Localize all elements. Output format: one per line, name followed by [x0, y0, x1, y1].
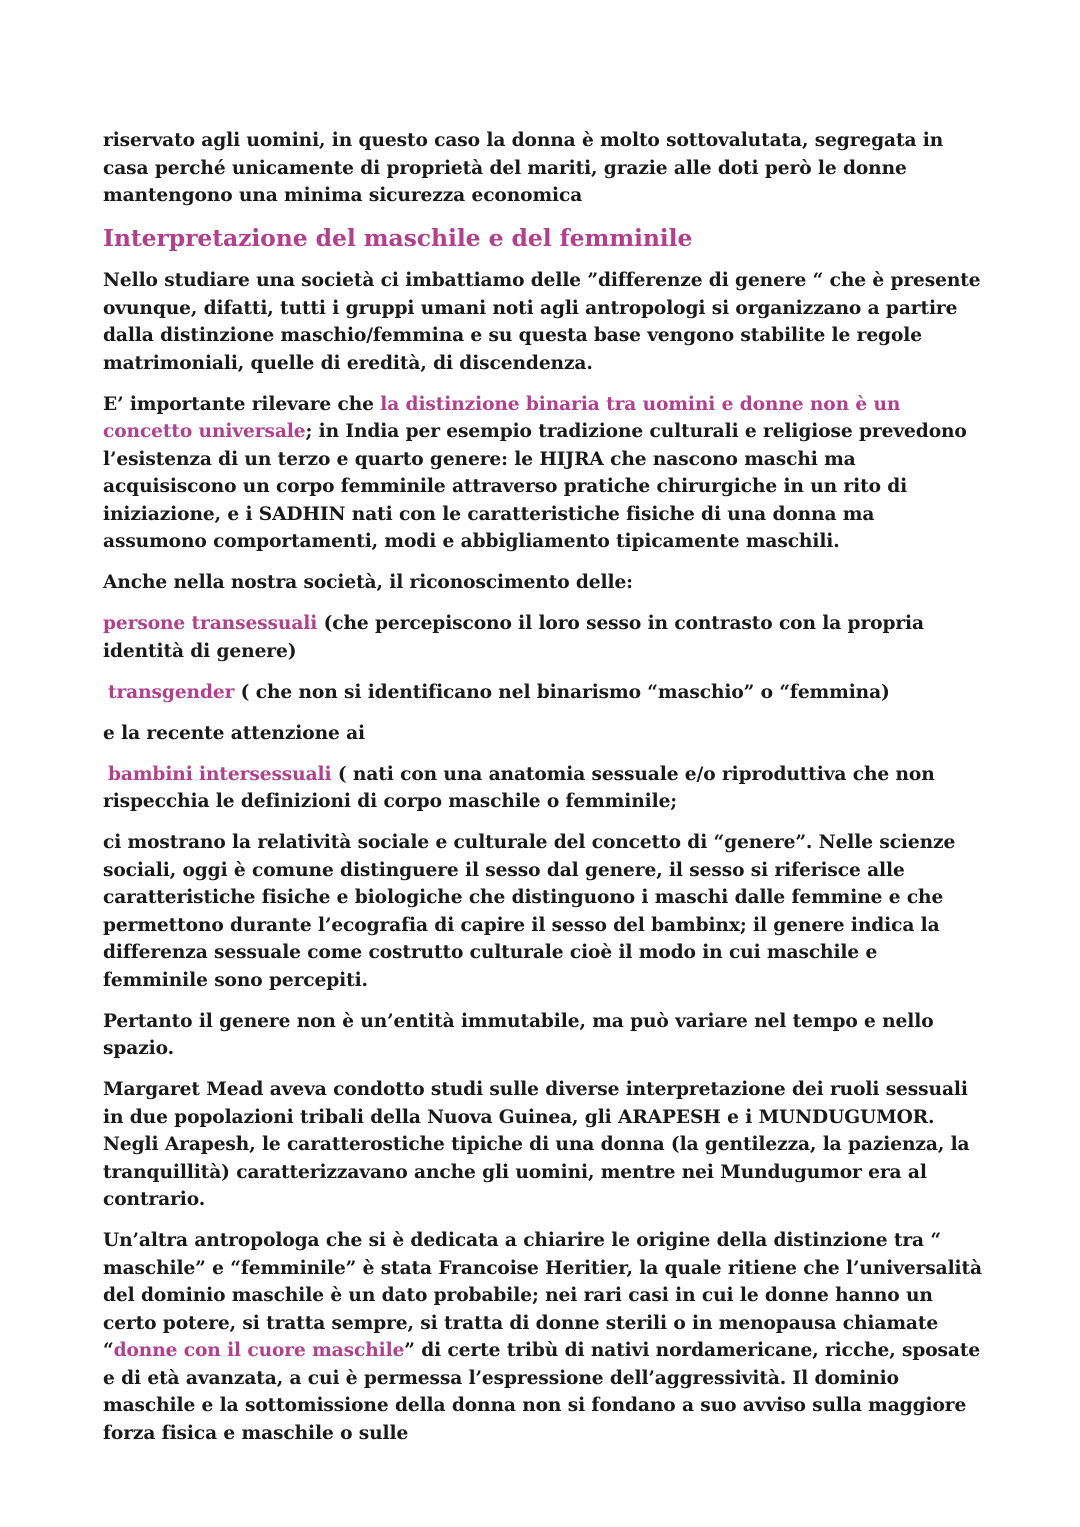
paragraph-text: Nello studiare una società ci imbattiamo delle ”differenze di genere “ che è presente ovunque, difatti, tutti i gruppi umani noti agli antropologi si organizzano a partire dalla distinzione maschio/femmina e su questa base vengono stabilite le regole matrimoniali, quelle di eredità, di discendenza. — [103, 270, 981, 374]
paragraph-text: E’ importante rilevare che — [103, 393, 381, 415]
paragraph-attention — [103, 720, 983, 748]
paragraph-text: ” di certe tribù di nativi nordamericane, ricche, sposate e di età avanzata, a cui è permessa l’espressione dell’aggressività. Il dominio maschile e la sottomissione della donna non si fondano a suo avviso sulla maggiore forza fisica e maschile o sulle — [103, 1340, 981, 1444]
paragraph-text: e la recente attenzione ai — [103, 722, 366, 744]
paragraph-transsexual — [103, 610, 983, 665]
paragraph-mutable-gender — [103, 1008, 983, 1063]
highlight-text: persone transessuali — [103, 613, 318, 634]
paragraph-text: ; in India per esempio tradizione culturali e religiose prevedono l’esistenza di un terzo e quarto genere: le HIJRA che nascono maschi ma acquisiscono un corpo femminile attraverso pratiche chirurgiche in un rito di iniziazione, e i SADHIN nati con le caratteristiche fisiche di una donna ma assumono comportamenti, modi e abbigliamento tipicamente maschili. — [103, 421, 967, 552]
paragraph-recognition — [103, 569, 983, 597]
highlight-text: bambini intersessuali — [108, 763, 332, 785]
paragraph-gender-differences — [103, 267, 983, 377]
highlight-text: donne con il cuore maschile — [113, 1340, 405, 1361]
paragraph-text: Pertanto il genere non è un’entità immutabile, ma può variare nel tempo e nello spazio. — [103, 1010, 934, 1059]
paragraph-text: riservato agli uomini, in questo caso la donna è molto sottovalutata, segregata in casa perché unicamente di proprietà del mariti, grazie alle doti però le donne mantengono una minima sicurezza economica — [103, 130, 944, 206]
paragraph-text: Un’altra antropologa che si è dedicata a chiarire le origine della distinzione tra “ maschile” e “femminile” è stata Francoise Heritier, la quale ritiene che l’universalità del dominio maschile è un dato probabile; nei rari casi in cui le donne hanno un certo potere, si tratta sempre, si tratta di donne sterili o in menopausa chiamate “ — [103, 1230, 982, 1361]
paragraph-text: ( nati con una anatomia sessuale e/o riproduttiva che non rispecchia le definizioni di corpo maschile o femminile; — [103, 763, 935, 812]
paragraph-sex-vs-gender — [103, 829, 983, 994]
paragraph-text: ( che non si identificano nel binarismo “maschio” o “femmina) — [234, 681, 890, 703]
paragraph-heritier — [103, 1227, 983, 1447]
paragraph-text: ci mostrano la relatività sociale e culturale del concetto di “genere”. Nelle scienze sociali, oggi è comune distinguere il sesso dal genere, il sesso si riferisce alle caratteristiche fisiche e biologiche che distinguono i maschi dalle femmine e che permettono durante l’ecografia di capire il sesso del bambinx; il genere indica la differenza sessuale come costrutto culturale cioè il modo in cui maschile e femminile sono percepiti. — [103, 832, 956, 991]
paragraph-text: (che percepiscono il loro sesso in contrasto con la propria identità di genere) — [103, 613, 924, 662]
highlight-text: transgender — [108, 681, 235, 703]
paragraph-text: Anche nella nostra società, il riconoscimento delle: — [103, 572, 633, 593]
paragraph-transgender — [103, 679, 983, 707]
paragraph-intersex — [103, 761, 983, 816]
document-body — [103, 127, 983, 1461]
paragraph-margaret-mead — [103, 1076, 983, 1214]
paragraph-intro — [103, 127, 983, 210]
section-heading: Interpretazione del maschile e del femminile — [103, 224, 693, 252]
paragraph-binary-distinction — [103, 391, 983, 556]
paragraph-text: Margaret Mead aveva condotto studi sulle diverse interpretazione dei ruoli sessuali in due popolazioni tribali della Nuova Guinea, gli ARAPESH e i MUNDUGUMOR. Negli Arapesh, le caratterostiche tipiche di una donna (la gentilezza, la pazienza, la tranquillità) caratterizzavano anche gli uomini, mentre nei Mundugumor era al contrario. — [103, 1079, 970, 1210]
highlight-text: la distinzione binaria tra uomini e donne non è un concetto universale — [103, 393, 901, 442]
